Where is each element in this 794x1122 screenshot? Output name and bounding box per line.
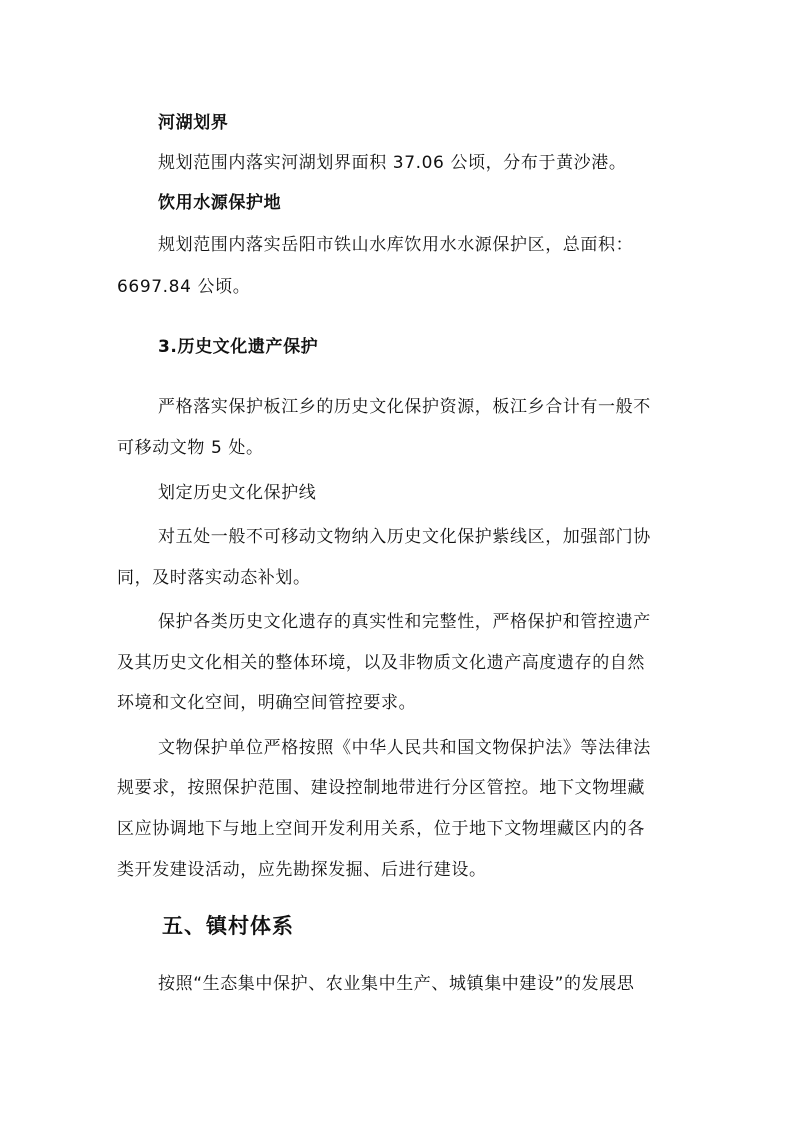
section-heading-town-village-system: 五、镇村体系 [162, 914, 294, 938]
paragraph-heritage-4-line-2: 及其历史文化相关的整体环境，以及非物质文化遗产高度遗存的自然 [117, 653, 645, 673]
paragraph-water-line-2: 6697.84 公顷。 [117, 277, 251, 297]
paragraph-heritage-1-line-1: 严格落实保护板江乡的历史文化保护资源，板江乡合计有一般不 [158, 397, 651, 417]
paragraph-heritage-5-line-4: 类开发建设活动，应先勘探发掘、后进行建设。 [117, 860, 487, 880]
paragraph-heritage-3-line-2: 同，及时落实动态补划。 [117, 568, 311, 588]
paragraph-water-line-1: 规划范围内落实岳阳市铁山水库饮用水水源保护区，总面积： [158, 235, 634, 255]
paragraph-heritage-5-line-3: 区应协调地下与地上空间开发利用关系，位于地下文物埋藏区内的各 [117, 819, 645, 839]
paragraph-heritage-2: 划定历史文化保护线 [158, 483, 317, 503]
paragraph-hehu: 规划范围内落实河湖划界面积 37.06 公顷，分布于黄沙港。 [158, 153, 627, 173]
heading-heritage: 3.历史文化遗产保护 [158, 337, 319, 357]
paragraph-heritage-5-line-1: 文物保护单位严格按照《中华人民共和国文物保护法》等法律法 [158, 738, 651, 758]
paragraph-heritage-3-line-1: 对五处一般不可移动文物纳入历史文化保护紫线区，加强部门协 [158, 527, 651, 547]
paragraph-heritage-5-line-2: 规要求，按照保护范围、建设控制地带进行分区管控。地下文物埋藏 [117, 778, 645, 798]
paragraph-heritage-4-line-1: 保护各类历史文化遗存的真实性和完整性，严格保护和管控遗产 [158, 612, 651, 632]
paragraph-section5-line-1: 按照“生态集中保护、农业集中生产、城镇集中建设”的发展思 [158, 974, 635, 994]
heading-hehu-huajie: 河湖划界 [158, 113, 229, 133]
heading-water-source: 饮用水源保护地 [158, 193, 282, 213]
paragraph-heritage-1-line-2: 可移动文物 5 处。 [117, 438, 264, 458]
paragraph-heritage-4-line-3: 环境和文化空间，明确空间管控要求。 [117, 693, 417, 713]
